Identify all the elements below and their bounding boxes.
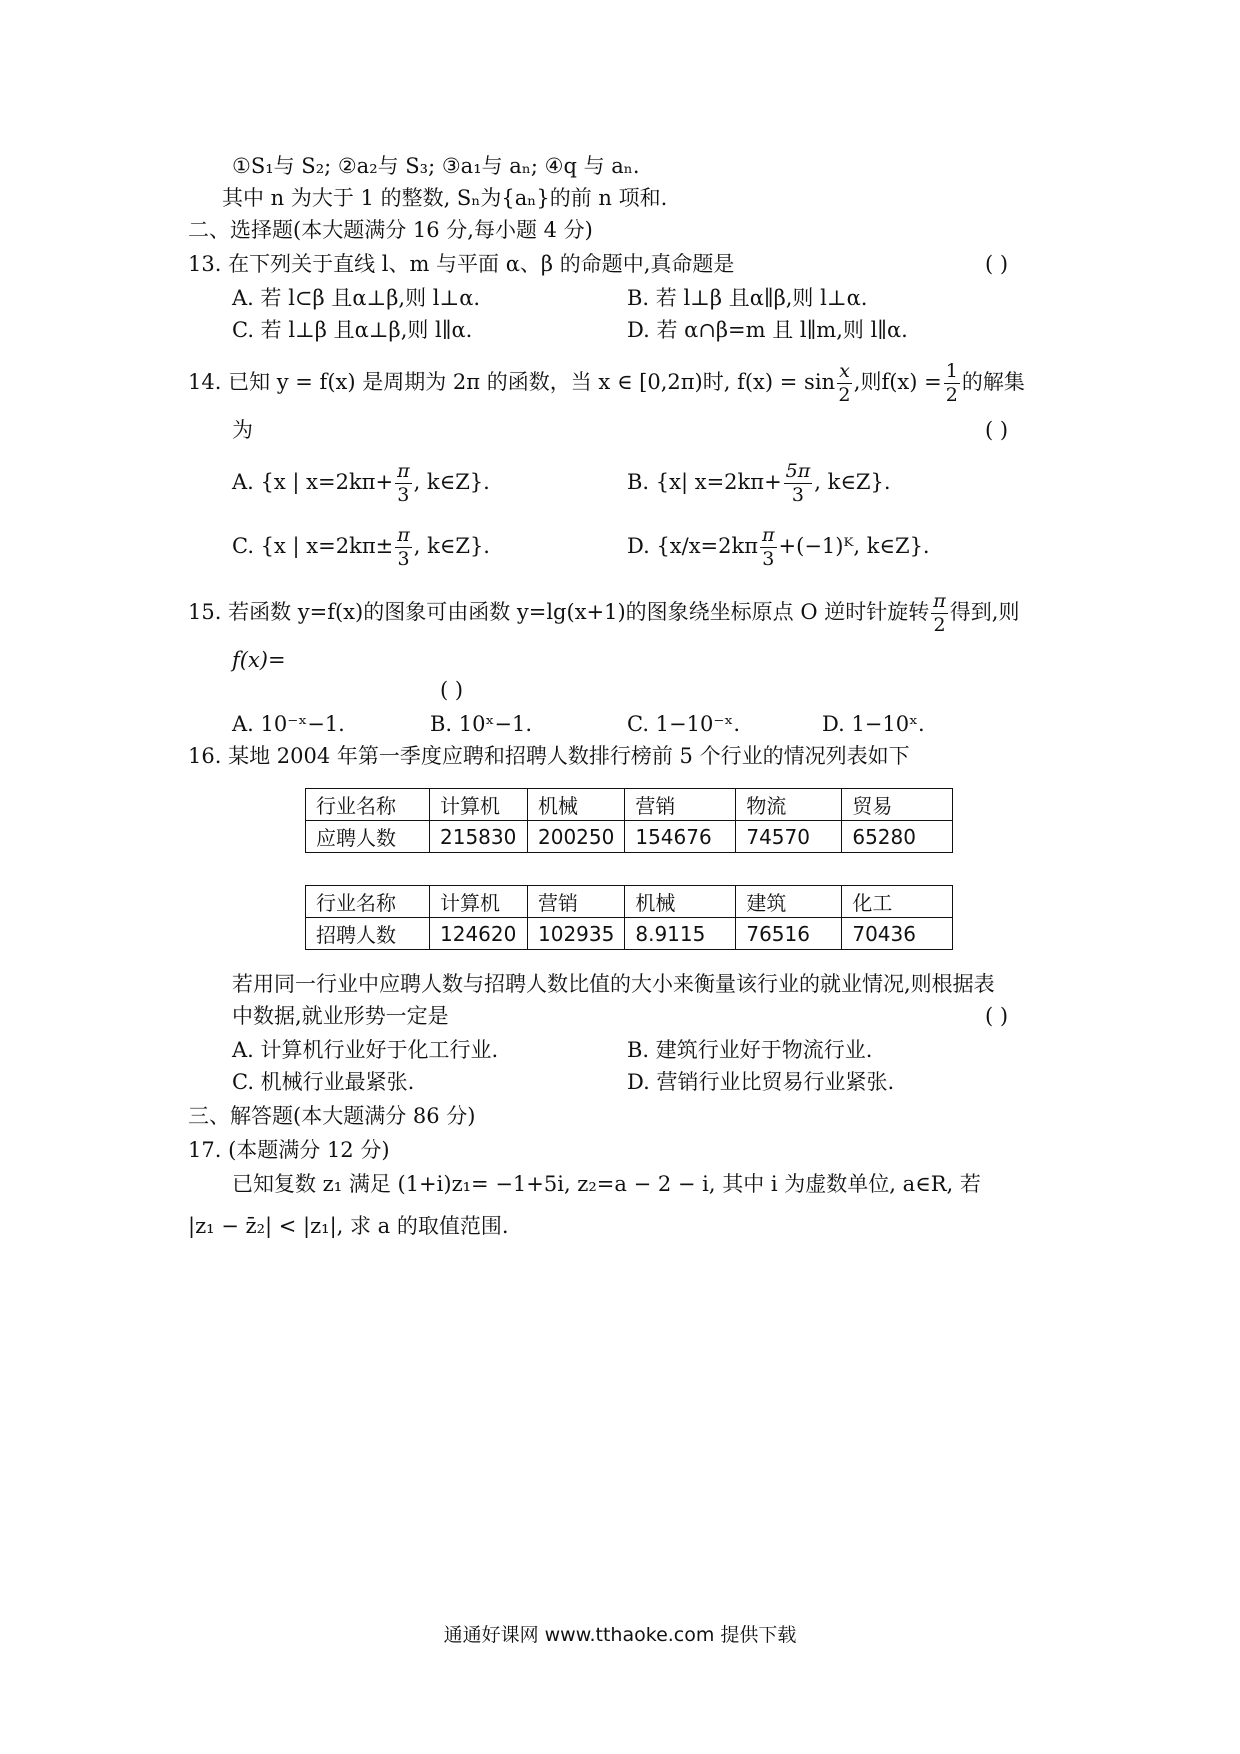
- table-cell: 营销: [625, 789, 736, 821]
- q13-stem: 13. 在下列关于直线 l、m 与平面 α、β 的命题中,真命题是: [188, 252, 735, 276]
- table-cell: 102935: [528, 918, 625, 950]
- table-cell: 行业名称: [306, 886, 430, 918]
- q14-stem-text-b: ,则f(x) =: [853, 370, 942, 394]
- table-row: [306, 886, 953, 918]
- q15-answer-paren: ( ): [440, 678, 464, 702]
- table-cell: 200250: [528, 821, 625, 853]
- q14-one-half: $\frac{1}{2}$: [945, 360, 958, 406]
- q17-text-line2: |z₁ − z̄₂| < |z₁|, 求 a 的取值范围.: [188, 1214, 509, 1238]
- q16-answer-paren: ( ): [985, 1004, 1009, 1028]
- table-cell: 物流: [736, 789, 842, 821]
- table-cell: 机械: [528, 789, 625, 821]
- q14-stem-text-a: 14. 已知 y = f(x) 是周期为 2π 的函数，当 x ∈ [0,2π)时, f(x) = sin: [188, 370, 836, 394]
- table-cell: 机械: [625, 886, 736, 918]
- q14-option-d: D. {x/x=2kπ $\frac{\pi}{3}$ +(−1)ᴷ, k∈Z}.: [627, 524, 930, 570]
- table-cell: 计算机: [430, 886, 528, 918]
- prev-items-line: ①S₁与 S₂; ②a₂与 S₃; ③a₁与 aₙ; ④q 与 aₙ.: [232, 154, 640, 178]
- recruitment-table: [305, 885, 953, 950]
- q15-pi-over-2: $\frac{\pi}{2}$: [933, 590, 946, 636]
- prev-items-note: 其中 n 为大于 1 的整数, Sₙ为{aₙ}的前 n 项和.: [222, 186, 668, 210]
- table-cell: 营销: [528, 886, 625, 918]
- q14-stem: [188, 362, 1025, 405]
- applicants-table: [305, 788, 953, 853]
- q15-option-a: A. 10⁻ˣ−1.: [232, 712, 345, 736]
- table-row: [306, 821, 953, 853]
- q15-option-b: B. 10ˣ−1.: [430, 712, 533, 736]
- q15-stem: 15. 若函数 y=f(x)的图象可由函数 y=lg(x+1)的图象绕坐标原点 O 逆时针旋转 $\frac{\pi}{2}$ 得到,则: [188, 590, 1020, 636]
- table-cell: 65280: [842, 821, 953, 853]
- q16-option-b: B. 建筑行业好于物流行业.: [627, 1038, 873, 1062]
- q15-option-d: D. 1−10ˣ.: [822, 712, 925, 736]
- q15-option-c: C. 1−10⁻ˣ.: [627, 712, 741, 736]
- section-2-heading: 二、选择题(本大题满分 16 分,每小题 4 分): [188, 218, 593, 242]
- table-cell: 70436: [842, 918, 953, 950]
- q16-text-line1: 若用同一行业中应聘人数与招聘人数比值的大小来衡量该行业的就业情况,则根据表: [232, 972, 995, 996]
- q14-answer-paren: ( ): [985, 418, 1009, 442]
- table-cell: 8.9115: [625, 918, 736, 950]
- q14-option-b: B. {x| x=2kπ+ $\frac{5\pi}{3}$ , k∈Z}.: [627, 460, 891, 506]
- table-cell: 化工: [842, 886, 953, 918]
- table-row: [306, 918, 953, 950]
- table-cell: 215830: [430, 821, 528, 853]
- q16-stem: 16. 某地 2004 年第一季度应聘和招聘人数排行榜前 5 个行业的情况列表如下: [188, 744, 910, 768]
- table-cell: 76516: [736, 918, 842, 950]
- q16-option-d: D. 营销行业比贸易行业紧张.: [627, 1070, 895, 1094]
- table-cell: 建筑: [736, 886, 842, 918]
- q16-option-a: A. 计算机行业好于化工行业.: [232, 1038, 499, 1062]
- q13-option-c: C. 若 l⊥β 且α⊥β,则 l∥α.: [232, 318, 473, 342]
- table-cell: 74570: [736, 821, 842, 853]
- section-3-heading: 三、解答题(本大题满分 86 分): [188, 1104, 476, 1128]
- table-cell: 招聘人数: [306, 918, 430, 950]
- table-cell: 计算机: [430, 789, 528, 821]
- q14-stem-text-c: 的解集: [961, 370, 1025, 394]
- q13-option-a: A. 若 l⊂β 且α⊥β,则 l⊥α.: [232, 286, 481, 310]
- q14-stem-line2: 为: [232, 418, 253, 442]
- q13-option-b: B. 若 l⊥β 且α∥β,则 l⊥α.: [627, 286, 868, 310]
- q16-text-line2: 中数据,就业形势一定是: [232, 1004, 449, 1028]
- q17-text-line1: 已知复数 z₁ 满足 (1+i)z₁= −1+5i, z₂=a − 2 − i, 其中 i 为虚数单位, a∈R, 若: [232, 1172, 981, 1196]
- q16-option-c: C. 机械行业最紧张.: [232, 1070, 415, 1094]
- q14-x-over-2: $\frac{x}{2}$: [838, 360, 851, 406]
- table-cell: 行业名称: [306, 789, 430, 821]
- table-cell: 124620: [430, 918, 528, 950]
- table-cell: 贸易: [842, 789, 953, 821]
- q17-title: 17. (本题满分 12 分): [188, 1138, 390, 1162]
- table-row: [306, 789, 953, 821]
- q15-stem-line2: f(x)=: [232, 648, 286, 672]
- q14-option-c: C. {x | x=2kπ± $\frac{\pi}{3}$ , k∈Z}.: [232, 524, 490, 570]
- footer-credit: 通通好课网 www.tthaoke.com 提供下载: [443, 1624, 797, 1646]
- table-cell: 154676: [625, 821, 736, 853]
- table-cell: 应聘人数: [306, 821, 430, 853]
- q14-option-a: A. {x | x=2kπ+ $\frac{\pi}{3}$ , k∈Z}.: [232, 460, 490, 506]
- q13-option-d: D. 若 α∩β=m 且 l∥m,则 l∥α.: [627, 318, 908, 342]
- q13-answer-paren: ( ): [985, 252, 1009, 276]
